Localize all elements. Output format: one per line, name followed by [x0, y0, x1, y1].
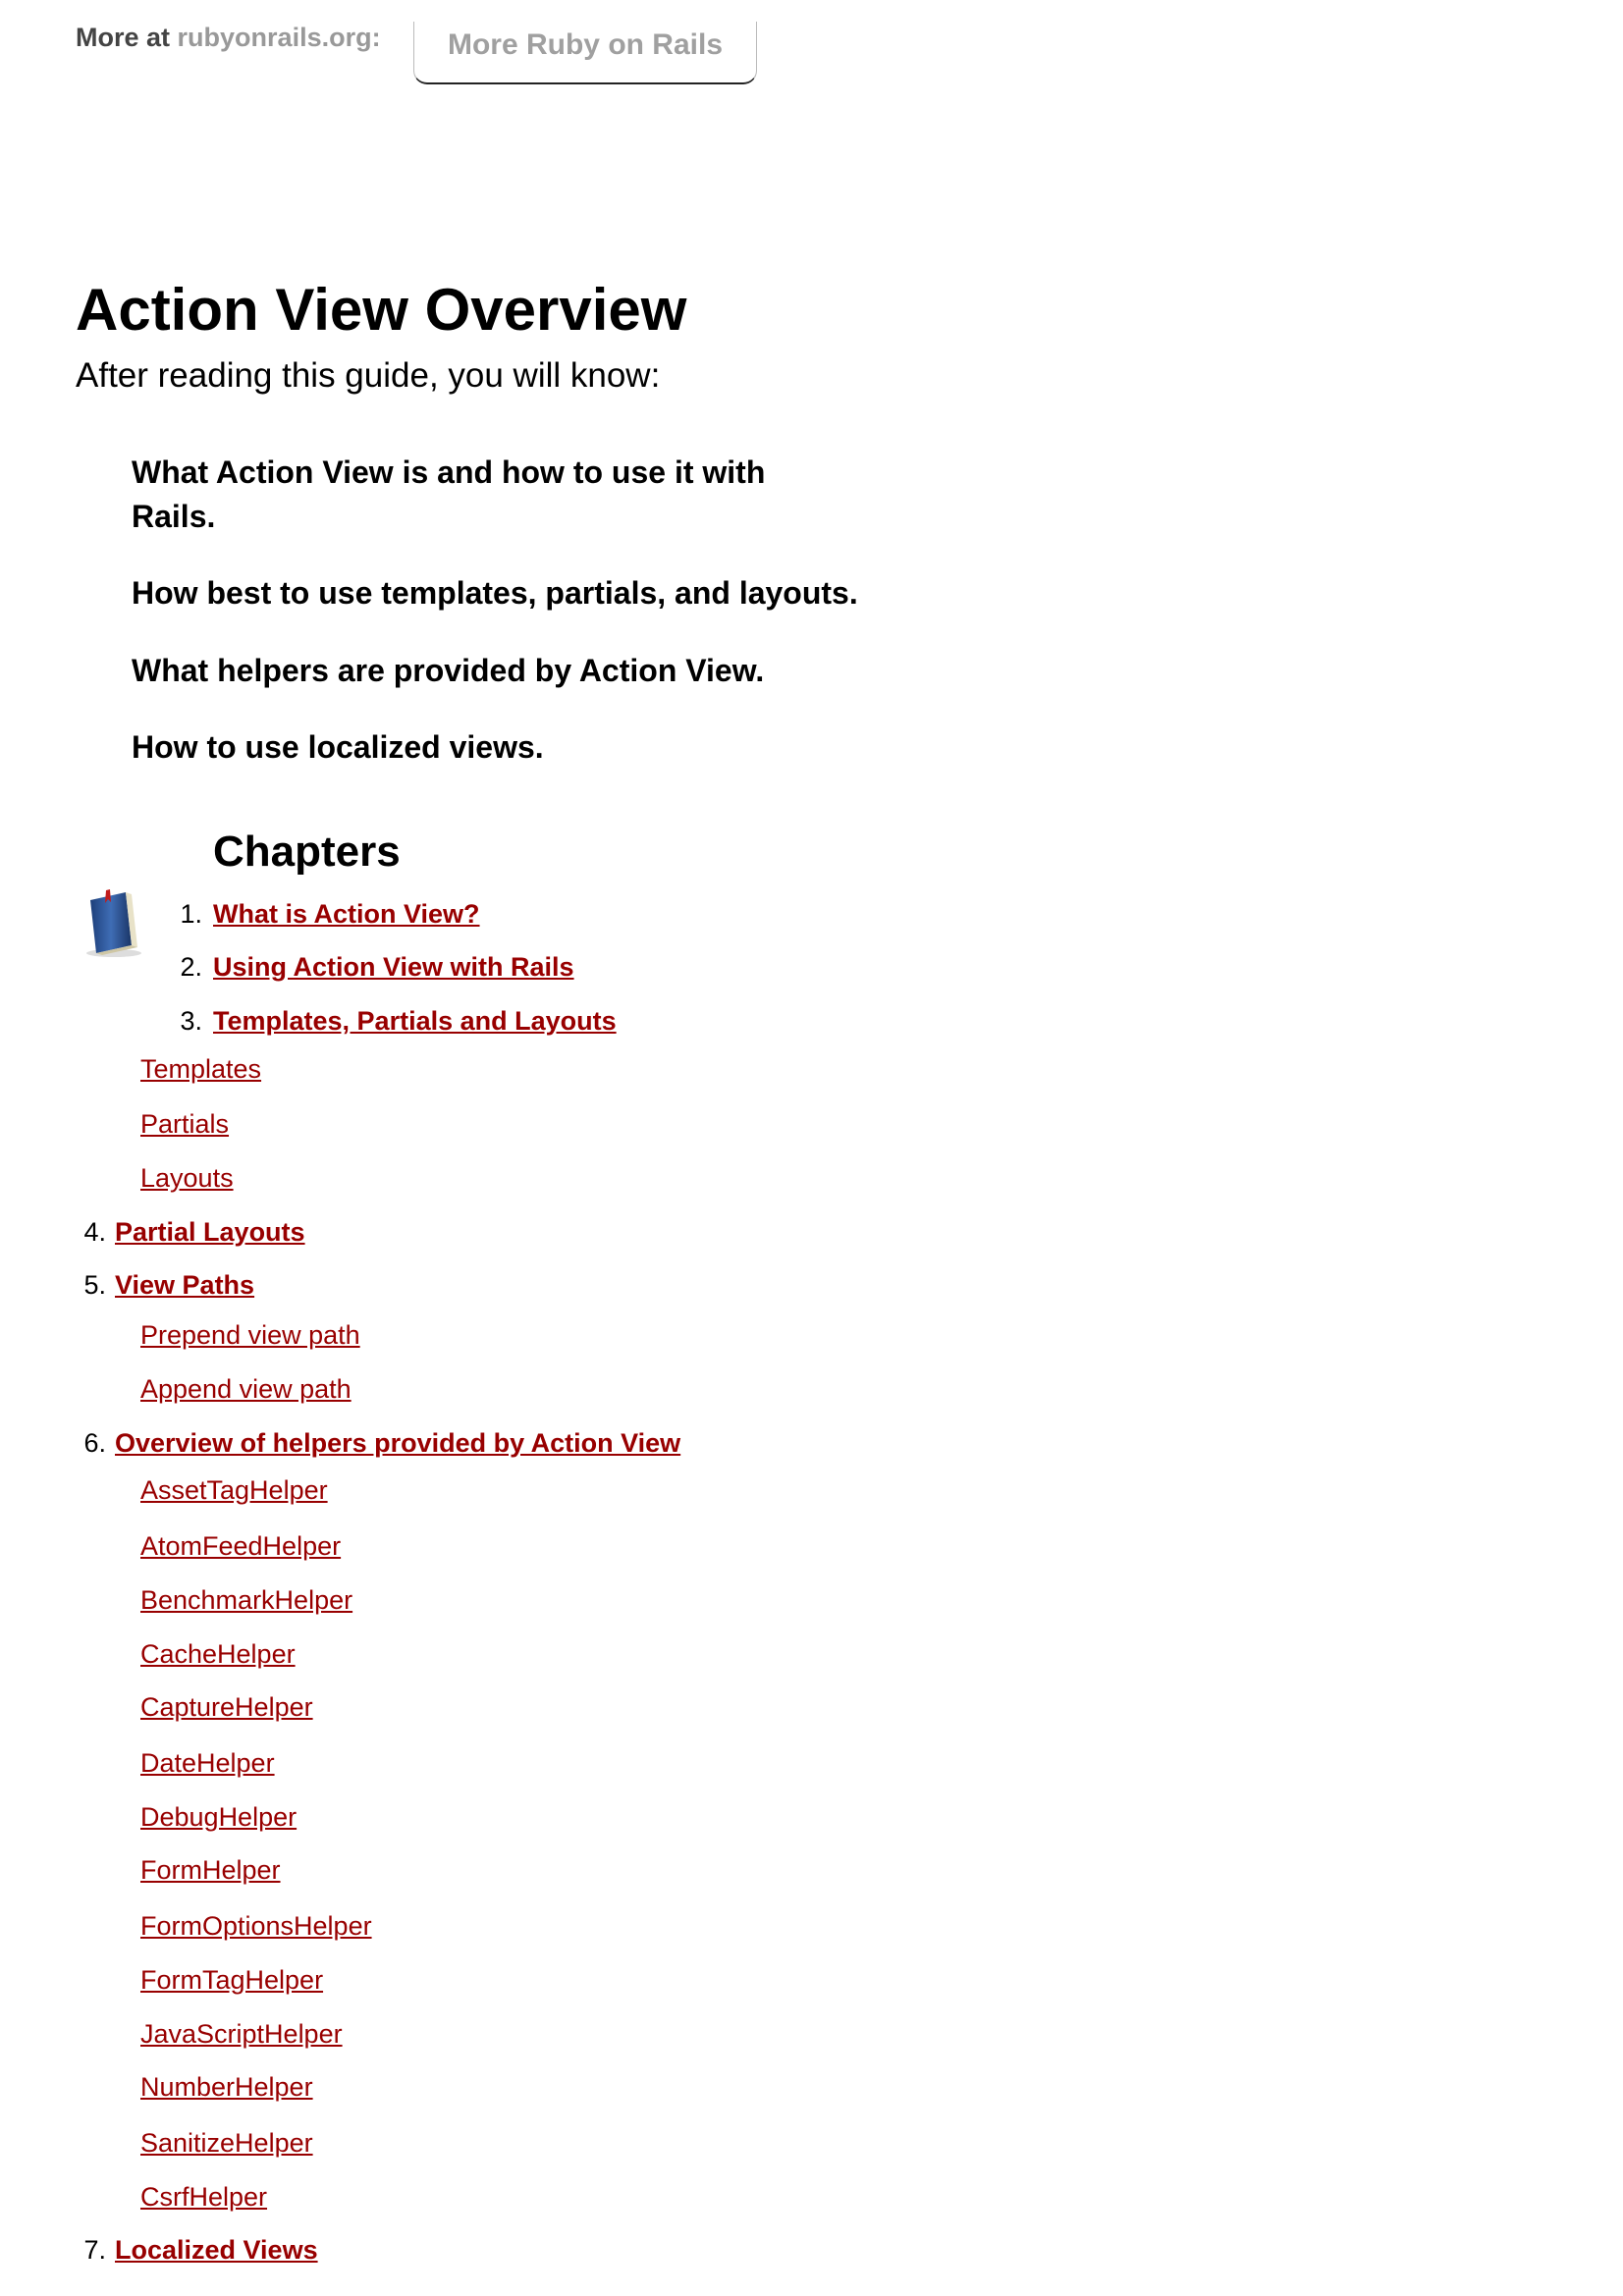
chapter-link-templates-partials-layouts[interactable]: Templates, Partials and Layouts: [213, 1006, 617, 1036]
subchapter-link-datehelper[interactable]: DateHelper: [140, 1748, 275, 1778]
subchapter-link-javascripthelper[interactable]: JavaScriptHelper: [140, 2019, 343, 2049]
more-at-text: More at: [76, 23, 171, 52]
book-icon: [77, 888, 147, 959]
subchapter-link-formoptionshelper[interactable]: FormOptionsHelper: [140, 1911, 372, 1941]
chapter-number: 3.: [180, 1006, 202, 1036]
subchapter-link-numberhelper[interactable]: NumberHelper: [140, 2072, 313, 2102]
subchapter-link-benchmarkhelper[interactable]: BenchmarkHelper: [140, 1585, 353, 1615]
subchapter-link-sanitizehelper[interactable]: SanitizeHelper: [140, 2128, 313, 2158]
know-item-4: How to use localized views.: [132, 729, 544, 765]
subchapter-link-partials[interactable]: Partials: [140, 1109, 230, 1139]
subchapter-link-csrfhelper[interactable]: CsrfHelper: [140, 2182, 268, 2212]
subchapter-link-formhelper[interactable]: FormHelper: [140, 1855, 281, 1885]
subchapter-link-assettaghelper[interactable]: AssetTagHelper: [140, 1475, 328, 1505]
subchapter-link-atomfeedhelper[interactable]: AtomFeedHelper: [140, 1531, 342, 1561]
subchapter-link-templates[interactable]: Templates: [140, 1054, 262, 1084]
chapter-link-view-paths[interactable]: View Paths: [115, 1270, 255, 1300]
chapter-number: 5.: [83, 1270, 106, 1300]
chapters-heading: Chapters: [213, 828, 401, 876]
chapter-link-overview-of-helpers[interactable]: Overview of helpers provided by Action View: [115, 1428, 681, 1458]
site-link[interactable]: rubyonrails.org:: [177, 23, 381, 52]
know-item-2: How best to use templates, partials, and layouts.: [132, 575, 858, 611]
intro-text: After reading this guide, you will know:: [76, 356, 661, 395]
chapter-link-partial-layouts[interactable]: Partial Layouts: [115, 1217, 305, 1247]
chapter-number: 6.: [83, 1428, 106, 1458]
chapter-link-localized-views[interactable]: Localized Views: [115, 2235, 318, 2265]
know-item-1b: Rails.: [132, 499, 216, 534]
subchapter-link-formtaghelper[interactable]: FormTagHelper: [140, 1965, 324, 1995]
know-item-1a: What Action View is and how to use it with: [132, 454, 766, 490]
know-item-3: What helpers are provided by Action View.: [132, 653, 765, 688]
chapter-number: 7.: [83, 2235, 106, 2265]
subchapter-link-debughelper[interactable]: DebugHelper: [140, 1802, 298, 1832]
chapter-number: 1.: [180, 899, 202, 929]
chapter-number: 4.: [83, 1217, 106, 1247]
subchapter-link-append-view-path[interactable]: Append view path: [140, 1374, 352, 1404]
subchapter-link-capturehelper[interactable]: CaptureHelper: [140, 1692, 313, 1722]
chapter-number: 2.: [180, 952, 202, 982]
subchapter-link-cachehelper[interactable]: CacheHelper: [140, 1639, 296, 1669]
page-title: Action View Overview: [76, 277, 687, 343]
subchapter-link-prepend-view-path[interactable]: Prepend view path: [140, 1320, 360, 1350]
chapter-link-using-action-view[interactable]: Using Action View with Rails: [213, 952, 574, 982]
more-ruby-on-rails-button[interactable]: More Ruby on Rails: [413, 22, 757, 84]
chapter-link-what-is-action-view[interactable]: What is Action View?: [213, 899, 480, 929]
more-at-label: [76, 23, 381, 53]
subchapter-link-layouts[interactable]: Layouts: [140, 1163, 234, 1193]
